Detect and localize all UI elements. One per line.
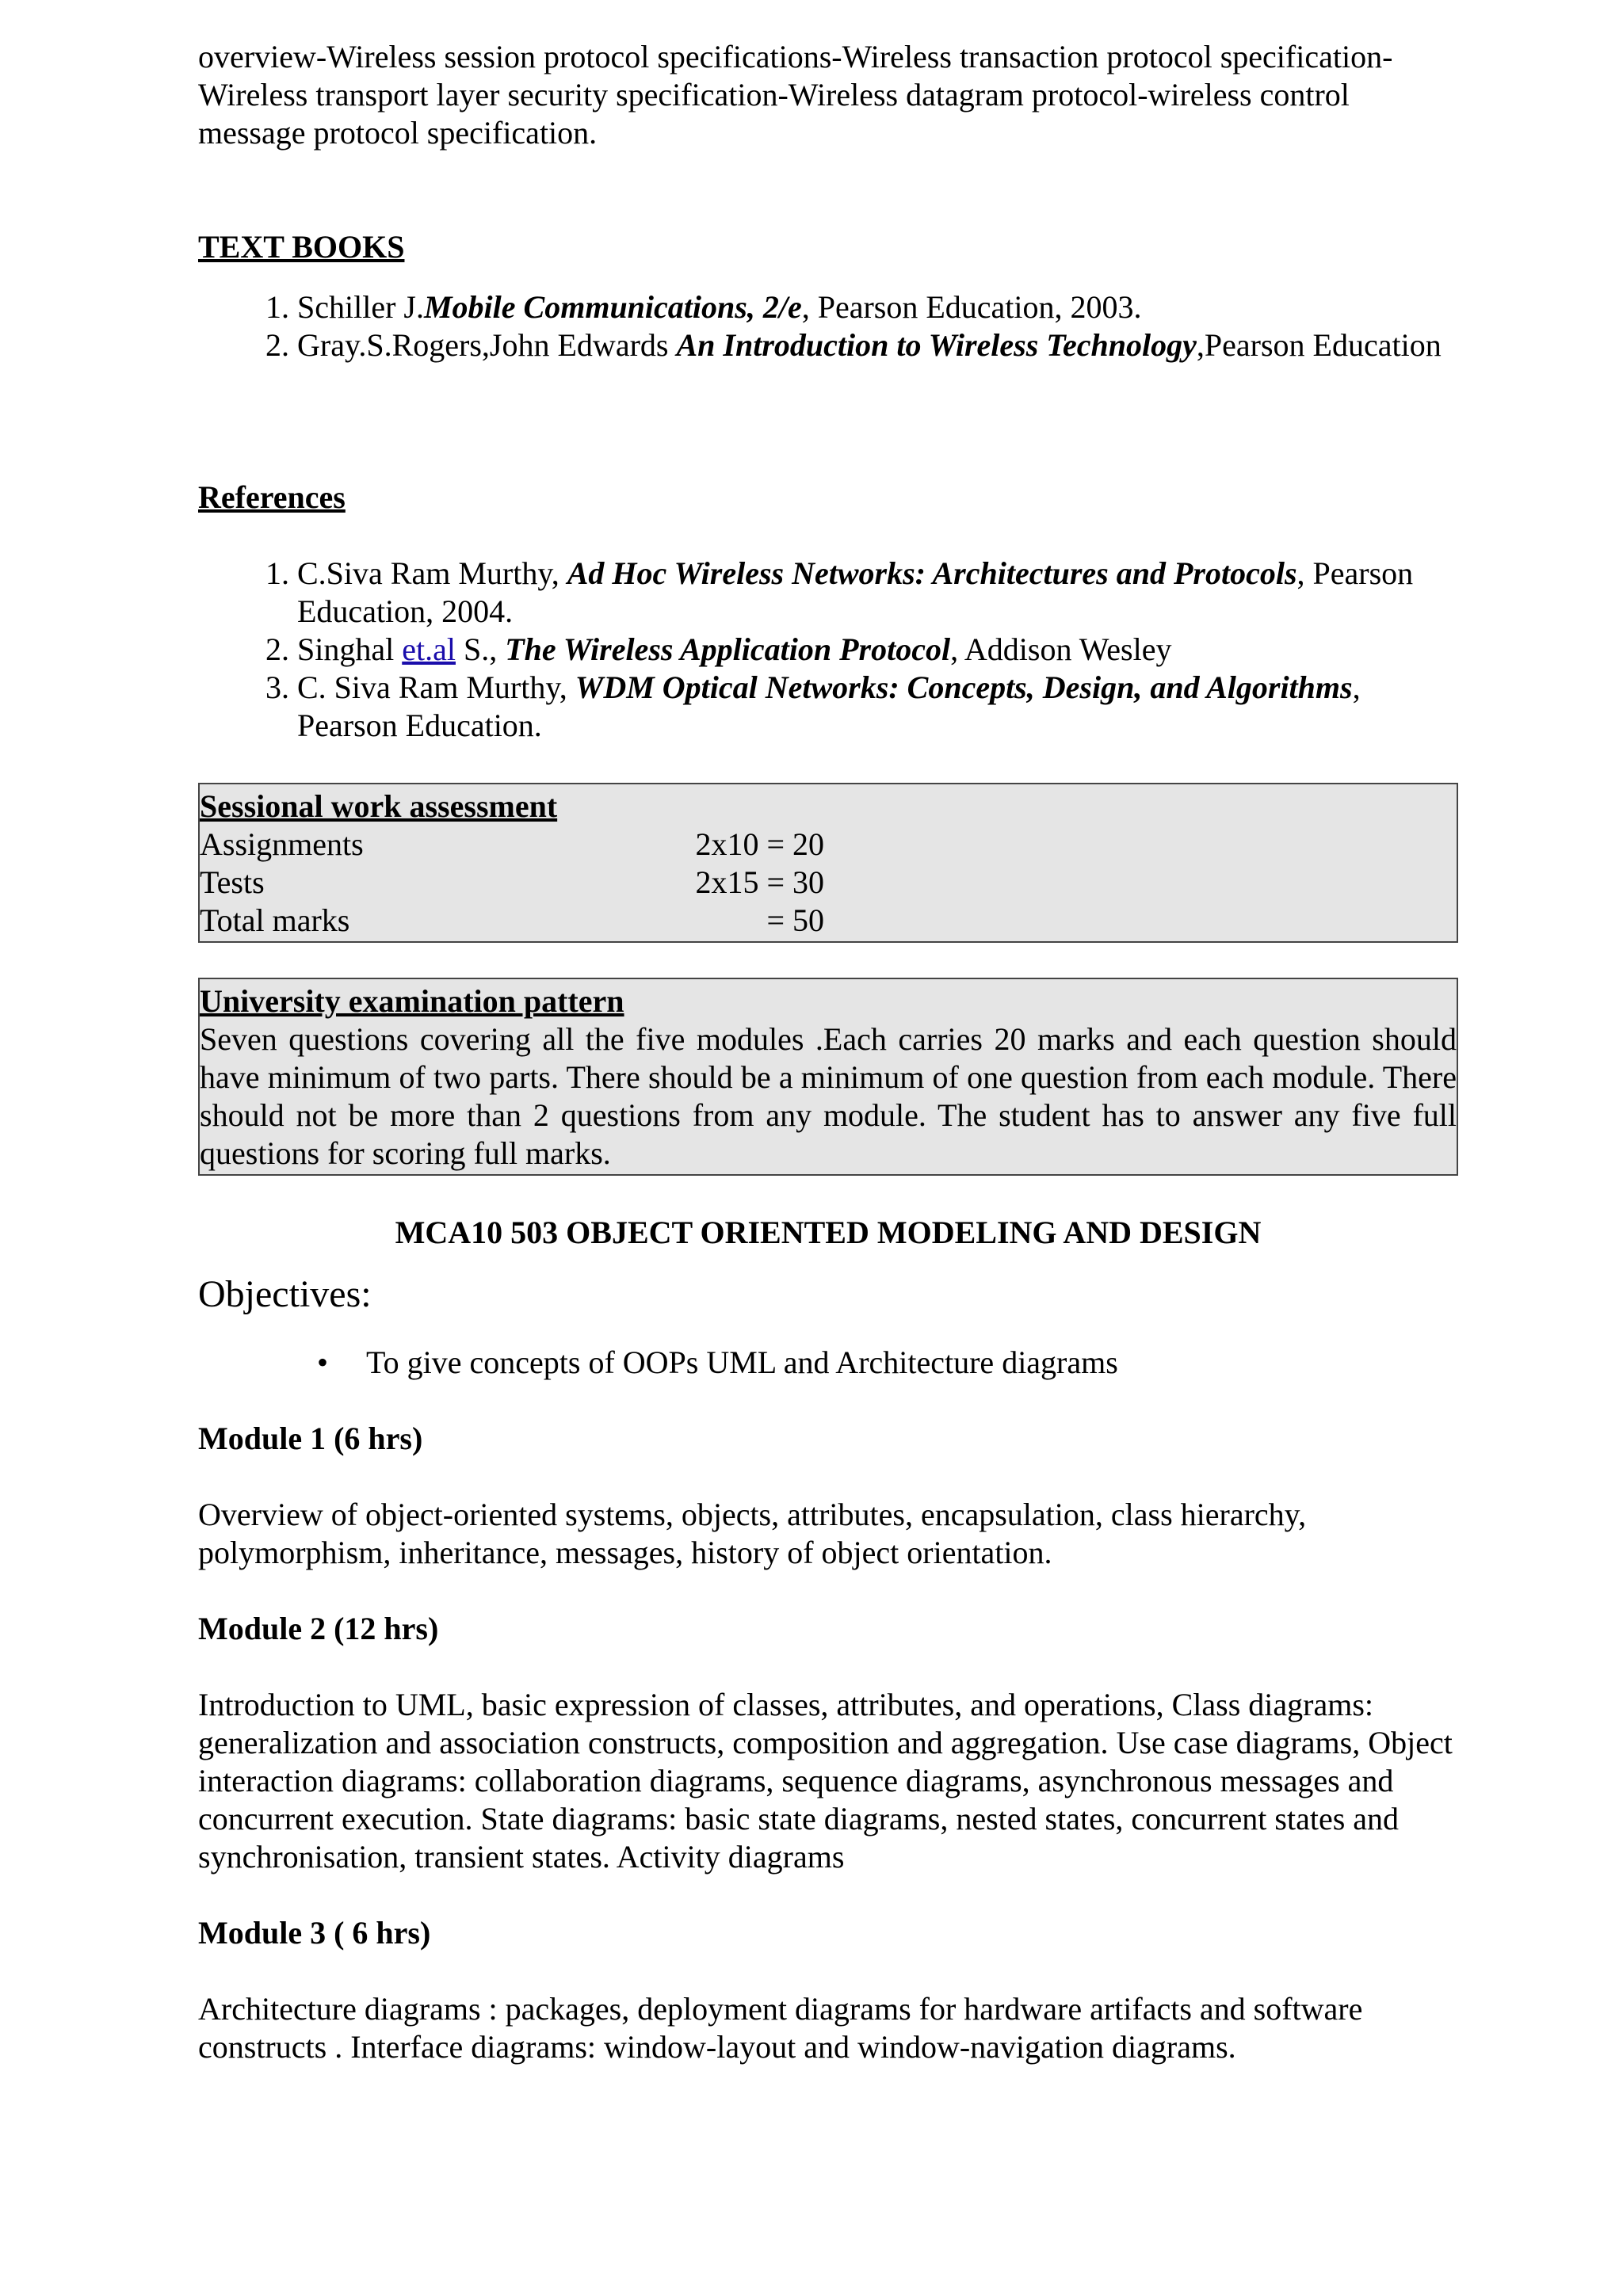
objective-item: • To give concepts of OOPs UML and Architecture diagrams: [317, 1344, 1118, 1380]
references-heading: References: [198, 479, 346, 515]
text-book-item: 2. Gray.S.Rogers,John Edwards An Introduction to Wireless Technology,Pearson Education: [297, 326, 1458, 364]
reference-item: 1. C.Siva Ram Murthy, Ad Hoc Wireless Networks: Architectures and Protocols, Pearson Education, 2004.: [297, 555, 1458, 631]
module-text: Architecture diagrams : packages, deployment diagrams for hardware artifacts and software constructs . Interface diagrams: window-layout and window-navigation diagrams.: [198, 1991, 1363, 2065]
objectives-list: [198, 1344, 1458, 1382]
et-al-link[interactable]: et.al: [402, 631, 456, 667]
bullet-icon: •: [317, 1344, 329, 1380]
module-title: Module 1 (6 hrs): [198, 1421, 423, 1456]
module-title: Module 2 (12 hrs): [198, 1611, 439, 1646]
text-books-heading: TEXT BOOKS: [198, 229, 405, 265]
text-book-item: 1. Schiller J.Mobile Communications, 2/e, Pearson Education, 2003.: [297, 288, 1458, 326]
reference-item: 3. C. Siva Ram Murthy, WDM Optical Networks: Concepts, Design, and Algorithms, Pearson Education.: [297, 669, 1458, 745]
assessment-row: Tests 2x15 = 30: [200, 864, 824, 900]
references-list: [198, 555, 1458, 745]
objectives-heading: Objectives:: [198, 1273, 372, 1315]
module-title: Module 3 ( 6 hrs): [198, 1915, 431, 1951]
university-exam-text: Seven questions covering all the five modules .Each carries 20 marks and each question should have minimum of two parts. There should be a minimum of one question from each module. There should not be more than 2 questions from any module. The student has to answer any five full questions for scoring full marks.: [200, 1021, 1457, 1171]
sessional-assessment-title: Sessional work assessment: [200, 788, 558, 824]
university-exam-box: [198, 978, 1458, 1176]
reference-item: 2. Singhal et.al S., The Wireless Application Protocol, Addison Wesley: [297, 631, 1458, 669]
university-exam-title: University examination pattern: [200, 983, 624, 1019]
intro-paragraph: overview-Wireless session protocol specifications-Wireless transaction protocol specification-Wireless transport layer security specification-Wireless datagram protocol-wireless control message protocol specification.: [198, 39, 1393, 151]
text-books-list: [198, 288, 1458, 364]
module-text: Introduction to UML, basic expression of classes, attributes, and operations, Class diagrams: generalization and association constructs, composition and aggregation. Use case diagrams, Object interaction diagrams: collaboration diagrams, sequence diagrams, asynchronous messages and concurrent execution. State diagrams: basic state diagrams, nested states, concurrent states and synchronisation, transient states. Activity diagrams: [198, 1687, 1453, 1875]
assessment-row: Assignments 2x10 = 20: [200, 826, 824, 862]
sessional-assessment-box: [198, 783, 1458, 943]
assessment-row: Total marks = 50: [200, 902, 824, 938]
module-text: Overview of object-oriented systems, objects, attributes, encapsulation, class hierarchy, polymorphism, inheritance, messages, history of object orientation.: [198, 1497, 1307, 1570]
course-title: MCA10 503 OBJECT ORIENTED MODELING AND DESIGN: [395, 1215, 1262, 1250]
document-page: [198, 38, 1458, 2066]
